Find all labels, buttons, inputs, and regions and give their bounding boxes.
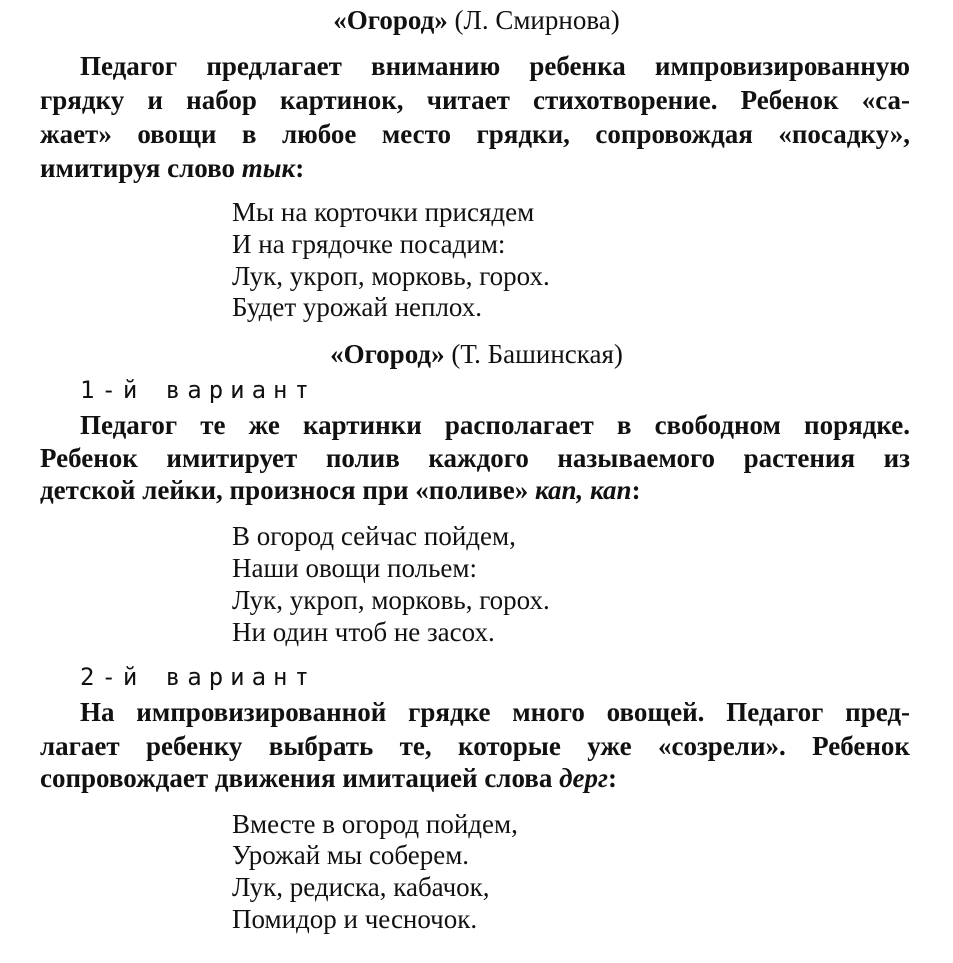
paragraph-line-last bbox=[40, 152, 910, 184]
paragraph-line: грядку и набор картинок, читает стихотворение. Ребенок «са- bbox=[40, 85, 910, 115]
verse-line: Лук, укроп, морковь, горох. bbox=[232, 261, 550, 291]
paragraph-line: Педагог те же картинки располагает в свободном порядке. bbox=[80, 410, 910, 440]
title-text: «Огород» bbox=[333, 5, 448, 35]
paragraph-text: детской лейки, произнося при «поливе» bbox=[40, 475, 529, 505]
verse-line: Будет урожай неплох. bbox=[232, 292, 483, 322]
paragraph-text: имитируя слово bbox=[40, 153, 236, 183]
italic-word: тык bbox=[241, 153, 296, 183]
paragraph-line: Педагог предлагает вниманию ребенка импровизированную bbox=[80, 51, 910, 81]
paragraph-line-last bbox=[40, 762, 910, 794]
verse-line: Лук, редиска, кабачок, bbox=[232, 872, 490, 902]
punctuation: : bbox=[631, 475, 641, 505]
variant-label: 2-й вариант bbox=[80, 663, 316, 691]
verse-line: И на грядочке посадим: bbox=[232, 229, 506, 259]
variant-label: 1-й вариант bbox=[80, 376, 316, 404]
paragraph-line-last bbox=[40, 474, 910, 506]
title-author: (Т. Башинская) bbox=[451, 339, 623, 369]
section-title-smirnova bbox=[0, 4, 953, 36]
verse-line: Помидор и чесночок. bbox=[232, 904, 478, 934]
title-text: «Огород» bbox=[330, 339, 445, 369]
section-title-bashinskaya bbox=[0, 338, 953, 370]
paragraph-line: лагает ребенку выбрать те, которые уже «созрели». Ребенок bbox=[40, 731, 910, 761]
verse-line: Вместе в огород пойдем, bbox=[232, 809, 518, 839]
punctuation: : bbox=[607, 763, 617, 793]
verse-line: Урожай мы соберем. bbox=[232, 840, 470, 870]
verse-line: Ни один чтоб не засох. bbox=[232, 617, 495, 647]
verse-line: В огород сейчас пойдем, bbox=[232, 521, 516, 551]
paragraph-text: сопровождает движения имитацией слова bbox=[40, 763, 553, 793]
italic-word: дерг bbox=[559, 763, 608, 793]
italic-word: кап, кап bbox=[535, 475, 632, 505]
verse-line: Наши овощи польем: bbox=[232, 553, 477, 583]
paragraph-line: На импровизированной грядке много овощей. Педагог пред- bbox=[80, 697, 910, 727]
paragraph-line: жает» овощи в любое место грядки, сопровождая «посадку», bbox=[40, 119, 910, 149]
paragraph-line: Ребенок имитирует полив каждого называемого растения из bbox=[40, 443, 910, 473]
punctuation: : bbox=[295, 153, 305, 183]
title-author: (Л. Смирнова) bbox=[454, 5, 620, 35]
verse-line: Мы на корточки присядем bbox=[232, 197, 535, 227]
verse-line: Лук, укроп, морковь, горох. bbox=[232, 585, 550, 615]
